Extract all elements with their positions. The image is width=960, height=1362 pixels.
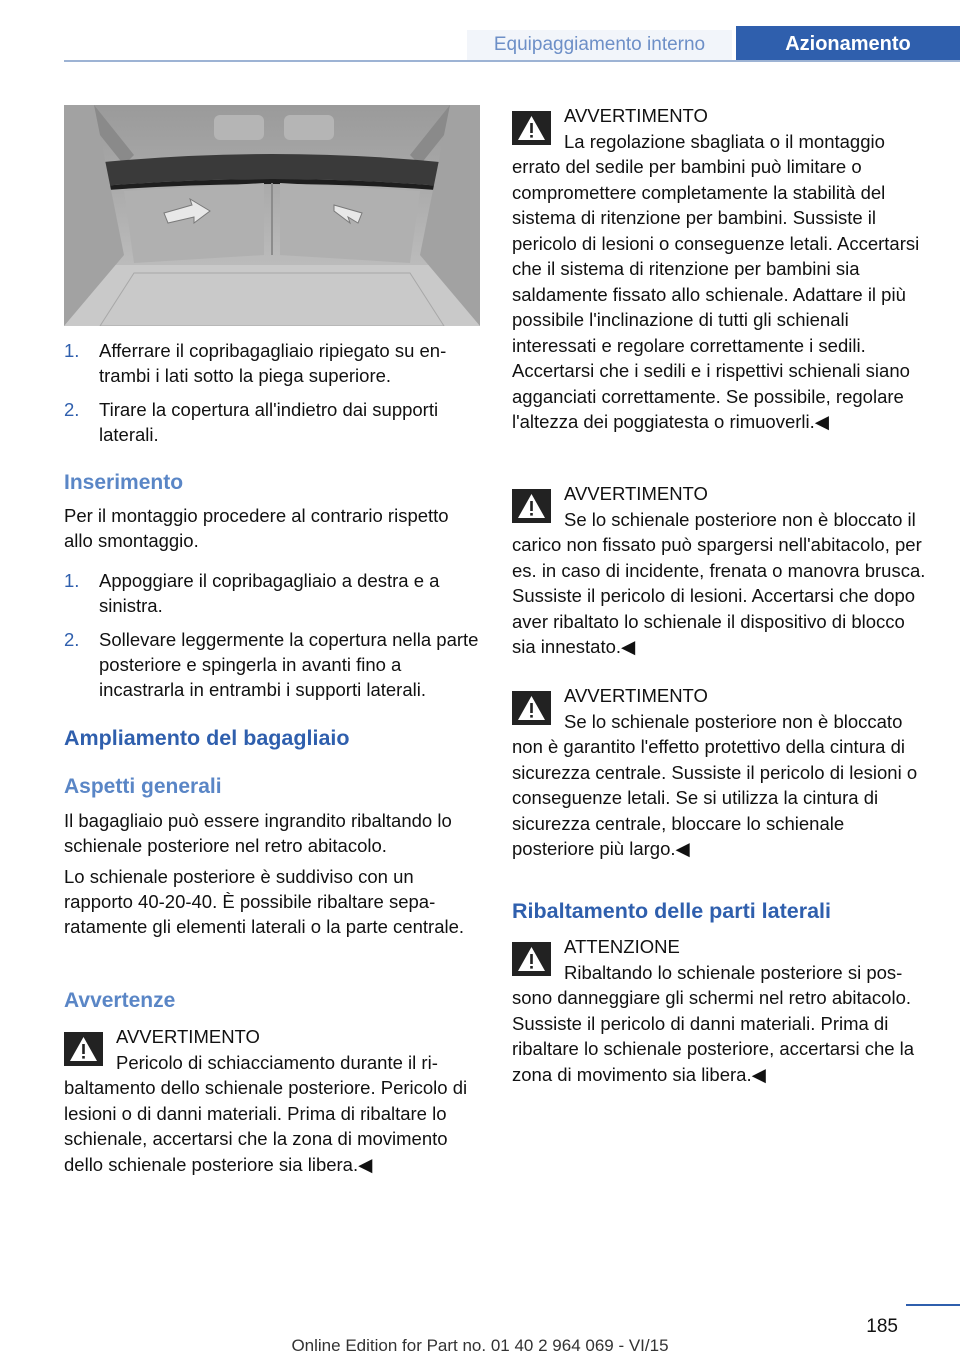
warning-text: Se lo schienale posteriore non è bloccato non è garantito l'effetto protettivo della cintura di sicurezza centrale. Sussiste il pericolo di lesioni o conseguenze letali. Se si utilizza la cintura di sicurezza centrale, bloccare lo schienale posteriore più largo.◀: [512, 710, 918, 859]
list-item: [64, 568, 480, 618]
caution-title: ATTENZIONE: [564, 936, 680, 957]
general-paragraph-1: Il bagagliaio può essere ingrandito ribaltando lo schienale posteriore nel retro abitacolo.: [64, 810, 452, 856]
step-number: 2.: [64, 629, 80, 650]
step-number: 1.: [64, 340, 80, 361]
warning-title: AVVERTIMENTO: [564, 483, 708, 504]
step-text: Sollevare leggermente la copertura nella parte posteriore e spingerla in avanti fino a incastrarla in entrambi i supporti laterali.: [99, 629, 479, 700]
warning-triangle-icon: [512, 942, 551, 976]
step-number: 2.: [64, 399, 80, 420]
warning-text: Pericolo di schiacciamento durante il ribaltamento dello schienale posteriore. Pericolo di lesioni o di danni materiali. Prima di ribaltare lo schienale, accertarsi che la zona di movimento dello schienale posteriore sia libera.◀: [64, 1051, 468, 1175]
warning-title: AVVERTIMENTO: [564, 685, 708, 706]
section-tab: Equipaggiamento interno: [467, 30, 732, 60]
general-paragraph-2: Lo schienale posteriore è suddiviso con un rapporto 40-20-40. È possibile ribaltare separatamente gli elementi laterali o la parte centrale.: [64, 866, 465, 937]
remove-steps-list: [64, 338, 480, 456]
list-item: [64, 338, 480, 388]
insert-heading: Inserimento: [64, 471, 184, 494]
warning-note: [64, 1024, 482, 1177]
header-rule: [64, 60, 960, 62]
page-number: 185: [866, 1316, 898, 1337]
insert-text: Per il montaggio procedere al contrario rispetto allo smontaggio.: [64, 505, 449, 551]
caution-text: Ribaltando lo schienale posteriore si possono danneggiare gli schermi nel retro abitacolo. Sussiste il pericolo di danni materiali. Prima di ribaltare lo schienale posteriore, accertarsi che la zona di movimento sia libera.◀: [512, 961, 915, 1085]
footer-rule: [906, 1304, 960, 1306]
warning-title: AVVERTIMENTO: [564, 105, 708, 126]
warning-note: [512, 481, 930, 660]
expand-heading: Ampliamento del bagagliaio: [64, 726, 350, 750]
caution-note: [512, 934, 930, 1087]
warning-triangle-icon: [512, 111, 551, 145]
warning-note: [512, 683, 930, 862]
warning-text: Se lo schienale posteriore non è bloccato il carico non fissato può spargersi nell'abitacolo, per es. in caso di incidente, frenata o manovra brusca. Sussiste il pericolo di lesioni. Accertarsi che dopo aver ribaltato lo schienale il dispositivo di blocco sia innestato.◀: [512, 508, 926, 657]
notes-heading: Avvertenze: [64, 989, 176, 1012]
insert-steps-list: [64, 568, 480, 711]
edition-note: Online Edition for Part no. 01 40 2 964 069 - VI/15: [291, 1336, 669, 1355]
general-heading: Aspetti generali: [64, 775, 222, 798]
warning-note: [512, 103, 930, 435]
warning-triangle-icon: [64, 1032, 103, 1066]
warning-triangle-icon: [512, 691, 551, 725]
luggage-compartment-photo: [64, 105, 480, 326]
fold-heading: Ribaltamento delle parti laterali: [512, 899, 832, 923]
list-item: [64, 397, 480, 447]
step-number: 1.: [64, 570, 80, 591]
warning-title: AVVERTIMENTO: [116, 1026, 260, 1047]
warning-triangle-icon: [512, 489, 551, 523]
step-text: Appoggiare il copribagagliaio a destra e a sinistra.: [99, 570, 440, 616]
warning-text: La regolazione sbagliata o il montaggio errato del sedile per bambini può limitare o compromettere completamente la stabilità del sistema di ritenzione per bambini. Sussiste il pericolo di lesioni o conseguenze letali. Accertarsi che il sistema di ritenzione per bambini sia saldamente fissato allo schienale. Adattare il più possibile l'inclinazione di tutti gli schienali interessati e regolare correttamente i sedili. Accertarsi che i sedili e i rispettivi schienali siano agganciati correttamente. Se possibile, regolare l'altezza dei poggiatesta o rimuoverli.◀: [512, 130, 920, 432]
step-text: Afferrare il copribagagliaio ripiegato su entrambi i lati sotto la piega superiore.: [99, 340, 447, 386]
chapter-tab: Azionamento: [736, 26, 960, 62]
step-text: Tirare la copertura all'indietro dai supporti laterali.: [99, 399, 439, 445]
list-item: [64, 627, 480, 702]
